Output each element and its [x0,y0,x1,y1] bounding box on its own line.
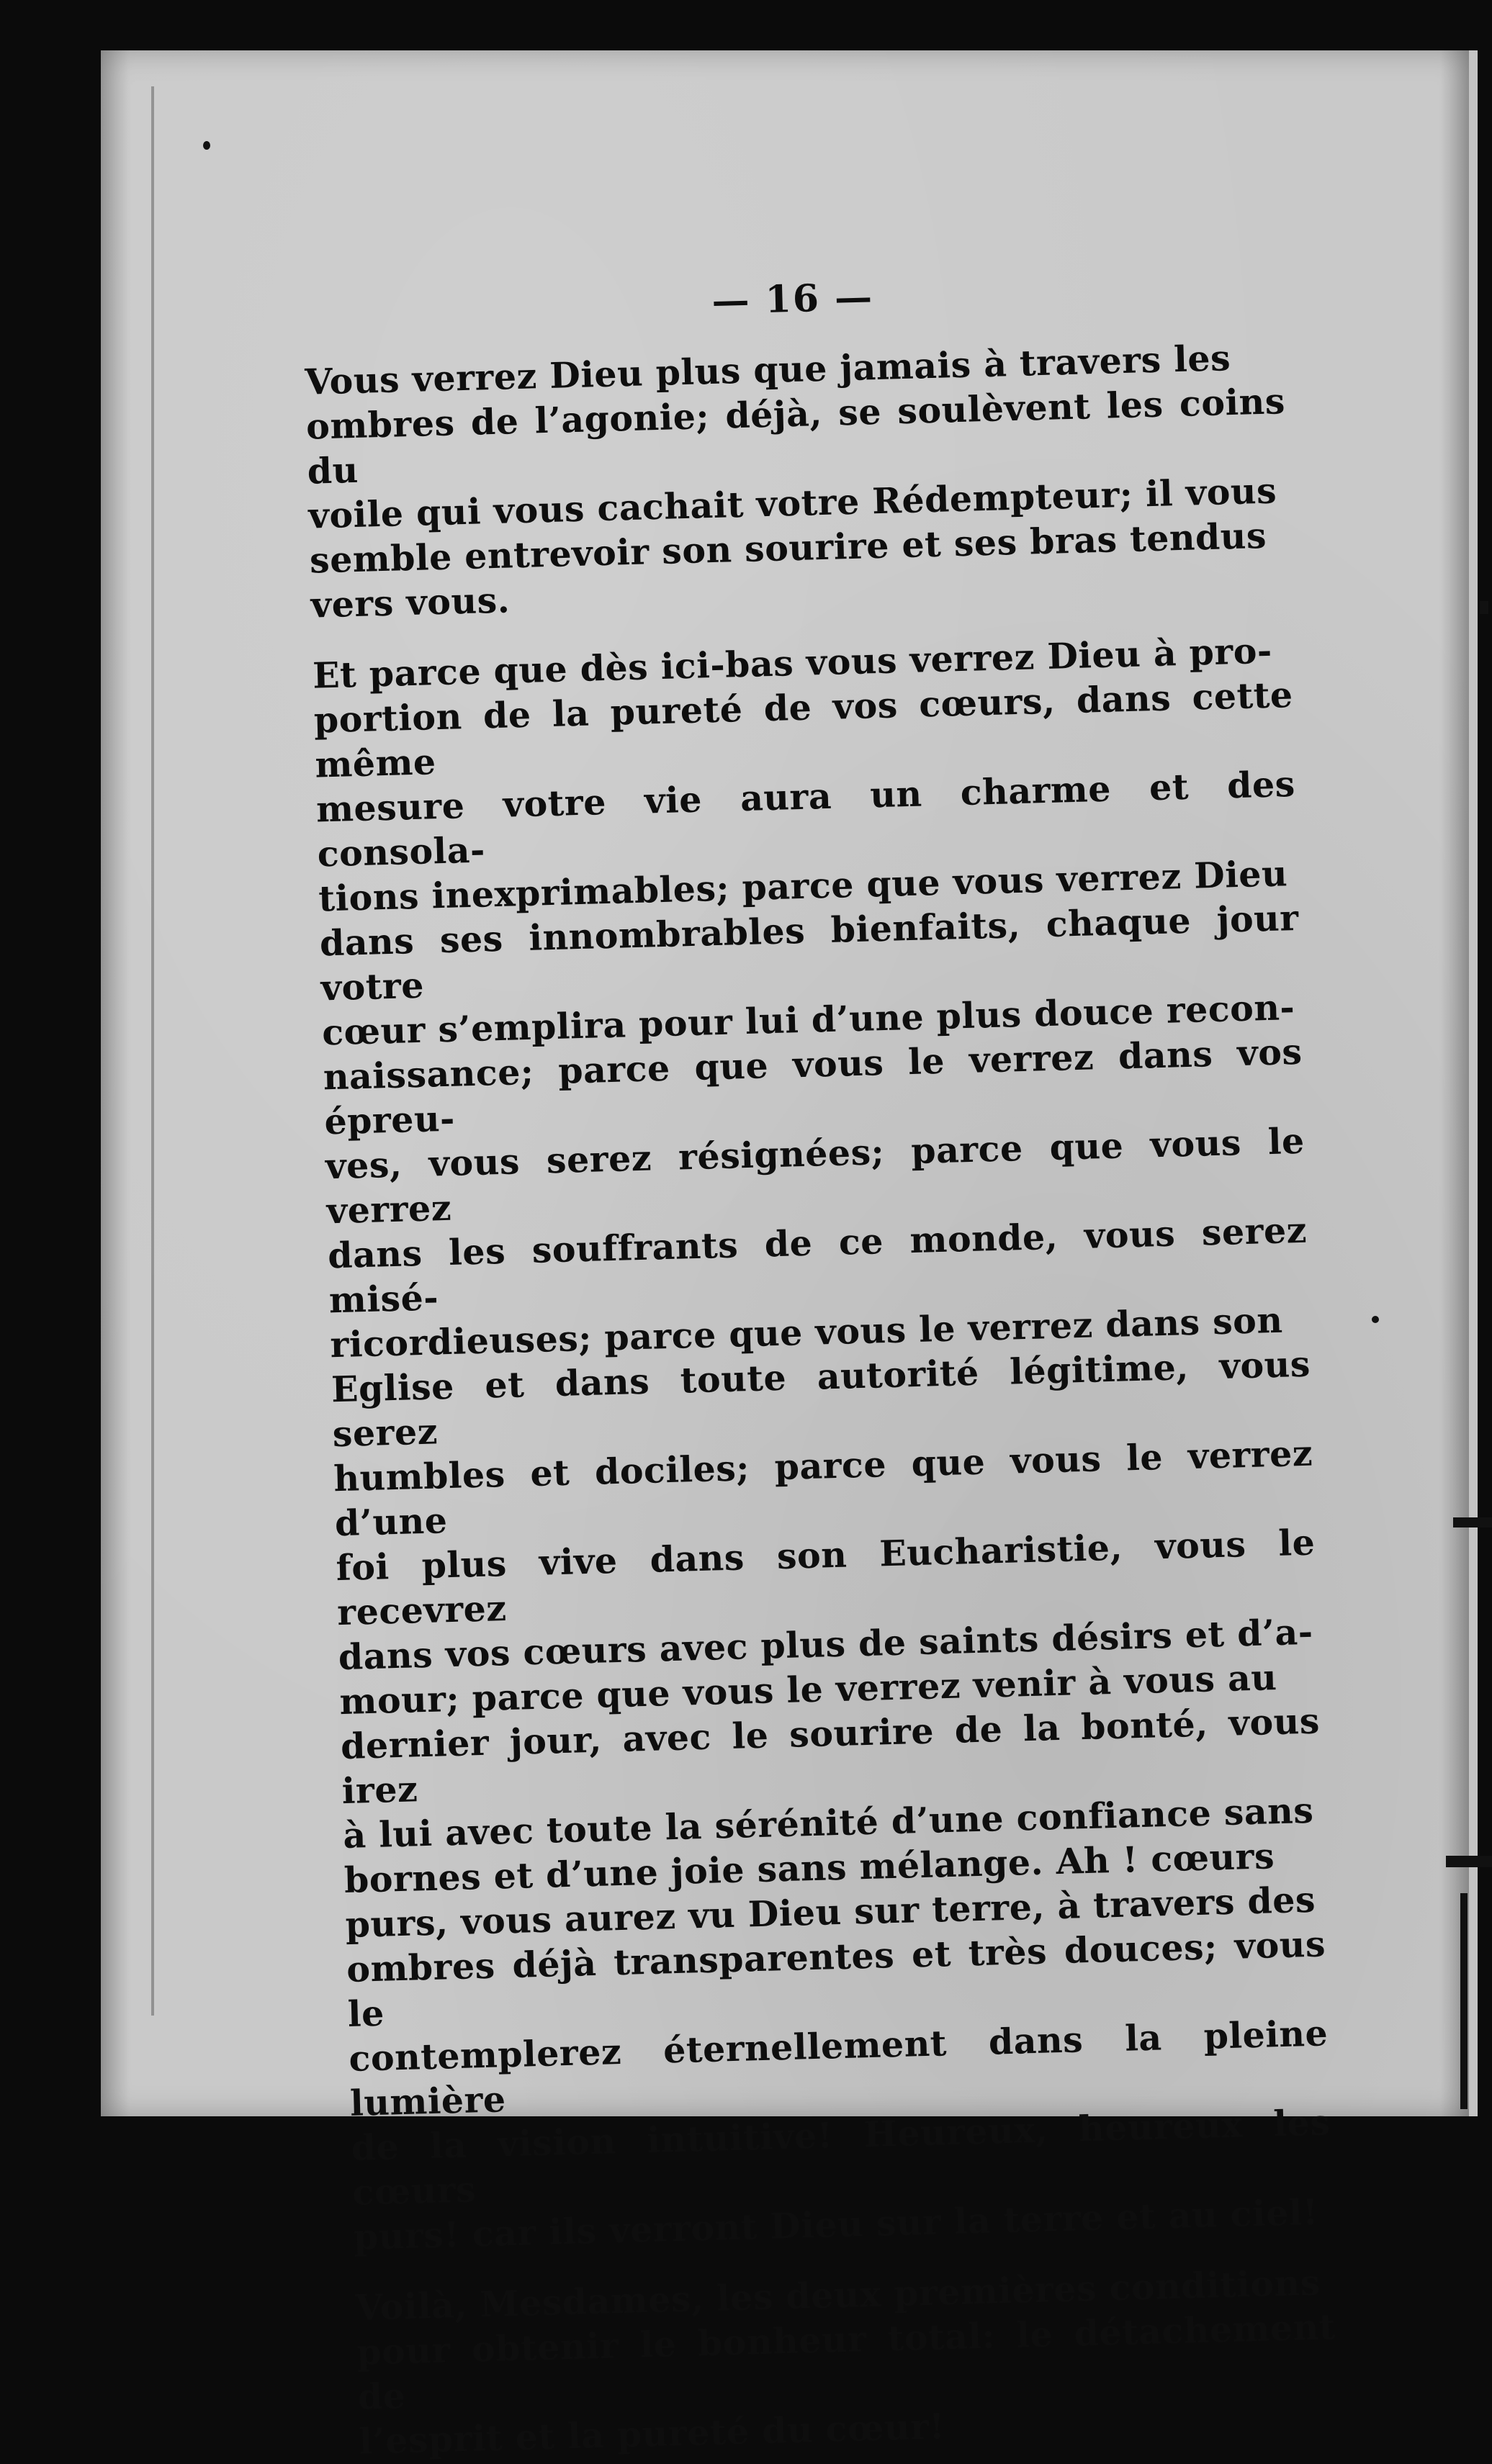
page-edge [1469,50,1478,2116]
ink-speck [203,141,210,150]
margin-mark [1480,601,1488,614]
page-number: — 16 — [711,275,874,323]
paragraph: Voilà, Mesdames, les deux premières conditions pour obtenir le bonheur total: le détachement de l’esprit et la pureté du cœur! [354,2261,1336,2463]
binding-shadow [151,86,154,2016]
paragraph: Vous verrez Dieu plus que jamais à travers les ombres de l’agonie; déjà, se soulèvent les coins du voile qui vous cachait votre Rédempteur; il vous semble entrevoir son sourire et ses bras tendus vers vous. [304,337,1286,626]
margin-mark [1446,1856,1492,1867]
ink-speck [1372,1316,1379,1323]
margin-mark [1453,1517,1492,1527]
margin-mark [1460,1893,1468,2109]
page-text [302,264,1339,2464]
paragraph: Et parce que dès ici-bas vous verrez Dieu à pro- portion de la pureté de vos cœurs, dans cette même mesure votre vie aura un charme et des consola- tions inexprimables; parce que vous verrez Dieu dans ses innombrables bienfaits, chaque jour votre cœur s’emplira pour lui d’une plus douce recon- naissance; parce que vous le verrez dans vos épreu- ves, vous serez résignées; parce que vous le verrez dans les souffrants de ce monde, vous serez misé- ricordieuses; parce que vous le verrez dans son Eglise et dans toute autorité légitime, vous serez humbles et dociles; parce que vous le verrez d’une foi plus vive dans son Eucharistie, vous le recevrez dans vos cœurs avec plus de saints désirs et d’a- mour; parce que vous le verrez venir à vous au dernier jour, avec le sourire de la bonté, vous irez à lui avec toute la sérénité d’une confiance sans bornes et d’une joie sans mélange. Ah ! cœurs purs, vous aurez vu Dieu sur terre, à travers des ombres déjà transparentes et très douces; vous le contemplerez éternellement dans la pleine lumière de la vision intuitive! Heureux, heureux les cœurs purs! car ils verront Dieu sur la terre et au ciel! [312,629,1331,2258]
